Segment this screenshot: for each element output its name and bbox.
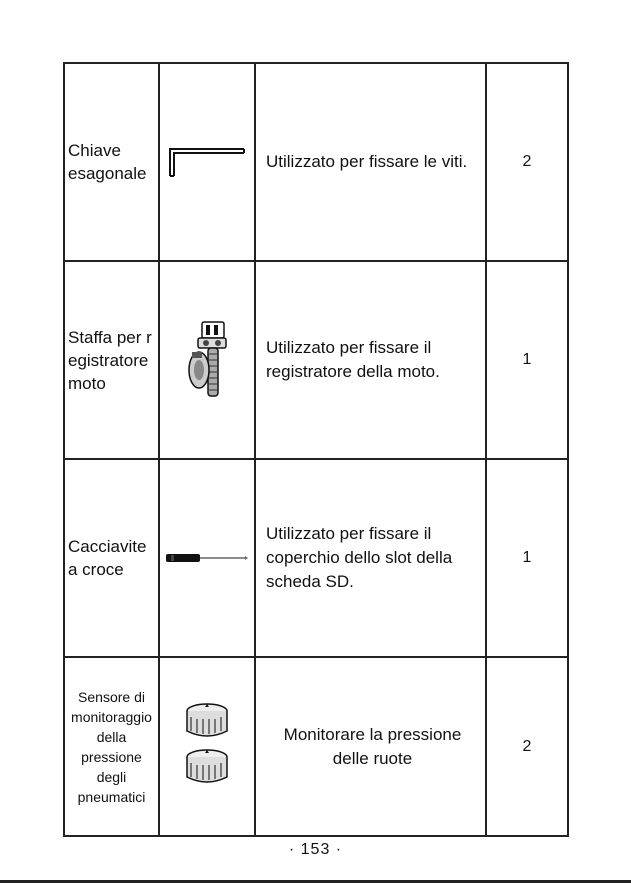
part-description-line: Utilizzato per fissare le viti. xyxy=(266,152,468,171)
part-description-line: Utilizzato per fissare il xyxy=(266,338,432,357)
part-description-line: coperchio dello slot della xyxy=(266,548,453,567)
part-name-line: degli xyxy=(96,768,127,785)
part-quantity: 2 xyxy=(486,657,568,836)
table-row xyxy=(64,261,568,459)
part-name-line: a croce xyxy=(68,560,124,579)
part-name-cell xyxy=(64,261,159,459)
part-name-cell xyxy=(64,657,159,836)
part-name-line: Staffa per r xyxy=(68,327,152,347)
part-image-cell xyxy=(159,459,255,657)
part-name-line: egistratore xyxy=(68,350,149,370)
part-quantity: 2 xyxy=(486,63,568,261)
screwdriver-icon xyxy=(165,551,249,565)
part-quantity: 1 xyxy=(486,261,568,459)
part-quantity: 1 xyxy=(486,459,568,657)
part-name-cell xyxy=(64,459,159,657)
part-description-cell xyxy=(255,657,486,836)
part-description-cell xyxy=(255,261,486,459)
part-description-line: Monitorare la pressione xyxy=(283,724,462,744)
part-name-line: Chiave xyxy=(68,141,121,160)
part-description-line: delle ruote xyxy=(332,748,413,768)
part-name-cell xyxy=(64,63,159,261)
part-name-line: monitoraggio xyxy=(71,708,152,725)
table-row xyxy=(64,657,568,836)
part-name-line: moto xyxy=(68,373,106,393)
part-description-cell xyxy=(255,63,486,261)
part-name-line: esagonale xyxy=(68,164,147,183)
table-row xyxy=(64,459,568,657)
part-description-line: Utilizzato per fissare il xyxy=(266,524,432,543)
part-description-cell xyxy=(255,459,486,657)
part-image-cell xyxy=(159,657,255,836)
part-name-line: pneumatici xyxy=(77,788,146,805)
part-image-cell xyxy=(159,261,255,459)
part-description-line: scheda SD. xyxy=(266,572,354,591)
tire-pressure-sensor-icon xyxy=(183,701,231,793)
part-name-line: Cacciavite xyxy=(68,537,147,556)
part-description-line: registratore della moto. xyxy=(266,362,440,381)
table-row xyxy=(64,63,568,261)
part-name-line: Sensore di xyxy=(78,688,145,705)
hex-key-icon xyxy=(168,147,246,177)
part-image-cell xyxy=(159,63,255,261)
page-number: · 153 · xyxy=(288,841,343,858)
recorder-bracket-icon xyxy=(182,318,232,402)
parts-table xyxy=(63,62,569,837)
part-name-line: della xyxy=(96,728,127,745)
part-name-line: pressione xyxy=(81,748,142,765)
